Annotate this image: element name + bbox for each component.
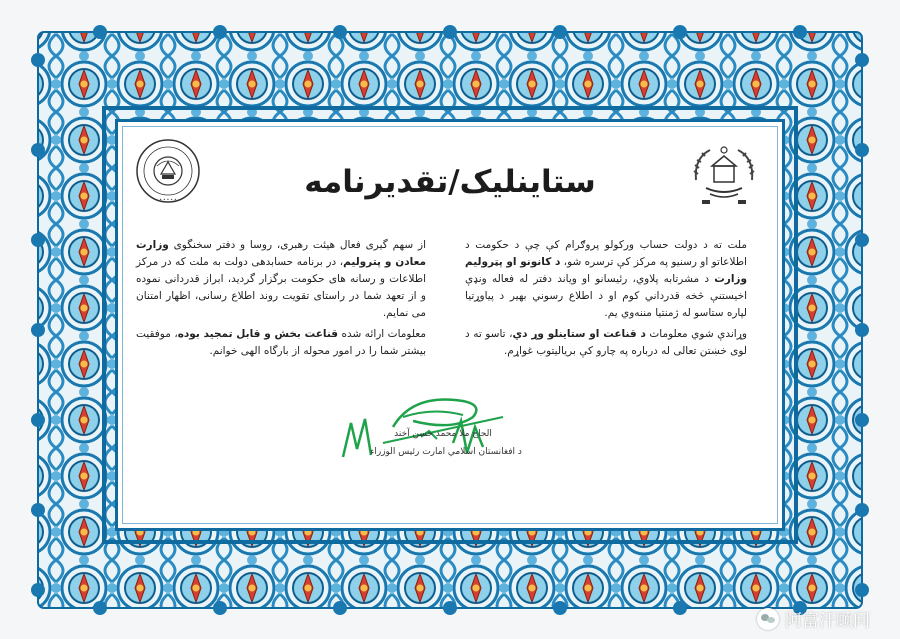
dari-p2-bold: قناعت بخش و قابل تمجید بوده [177, 328, 339, 340]
pashto-p2-text-a: وړاندې شوي معلومات [645, 328, 748, 340]
wechat-watermark [757, 606, 870, 631]
pashto-p2-bold: د قناعت او ستاینلو وړ دي [512, 328, 646, 340]
dari-p2-text-a: معلومات ارائه شده [338, 328, 426, 340]
dari-paragraph-2 [136, 326, 426, 360]
pashto-paragraph-1 [465, 237, 747, 322]
dari-p1-text-a: از سهم گیری فعال هیئت رهبری، روسا و دفتر سخنگوی [168, 239, 426, 251]
dari-paragraph-1 [136, 237, 426, 322]
pashto-p1-text-b: د مشرتابه پلاوي، رئیسانو او ویاند دفتر له فعاله ونډې اخیستنې څخه قدرداني کوم او د اطلاع رسوني بهیر د پیاوړتیا لپاره ستاسو له ژمنتیا مننه‌وي یم. [465, 273, 747, 319]
dari-p1-bold: وزارت معادن و پترولیم [136, 239, 426, 268]
pashto-p1-bold: د کانونو او پټرولیم وزارت [465, 256, 747, 285]
dari-text-column [136, 237, 426, 364]
wechat-icon [757, 608, 779, 630]
certificate-title: ستاینلیک/تقدیرنامه [304, 164, 596, 200]
signatory-position: د افغانستان اسلامي امارت رئیس الوزراء [370, 447, 522, 457]
dari-p2-text-b: ، موفقیت بیشتر شما را در امور محوله از بارگاه الهی خوانم. [136, 328, 426, 357]
svg-text:• • • • •: • • • • • [159, 197, 177, 202]
pashto-p2-text-b: ، تاسو ته د لوی خښتن تعالی له درباره په چارو کې بریالیتوب غواړم. [465, 328, 747, 357]
certificate-body [115, 119, 785, 531]
pashto-paragraph-2 [465, 326, 747, 360]
pashto-text-column [465, 237, 747, 364]
pashto-p1-text-a: ملت ته د دولت حساب ورکولو پروګرام کې چې د حکومت د اطلاعاتو او رسنیو په مرکز کې ترسره شو، [465, 239, 747, 268]
dari-p1-text-b: ، در برنامه حسابدهی دولت به ملت که در مرکز اطلاعات و رسانه های حکومت برگزار گردید، ابراز قدردانی نموده و از تعهد شما در راستای تقویت روند اطلاع رسانی، اظهار امتنان می نمایم. [136, 256, 426, 319]
watermark-label: 阿富汗顾问 [785, 611, 870, 631]
signatory-name: الحاج ملا محمد حسن آخند [394, 429, 492, 439]
